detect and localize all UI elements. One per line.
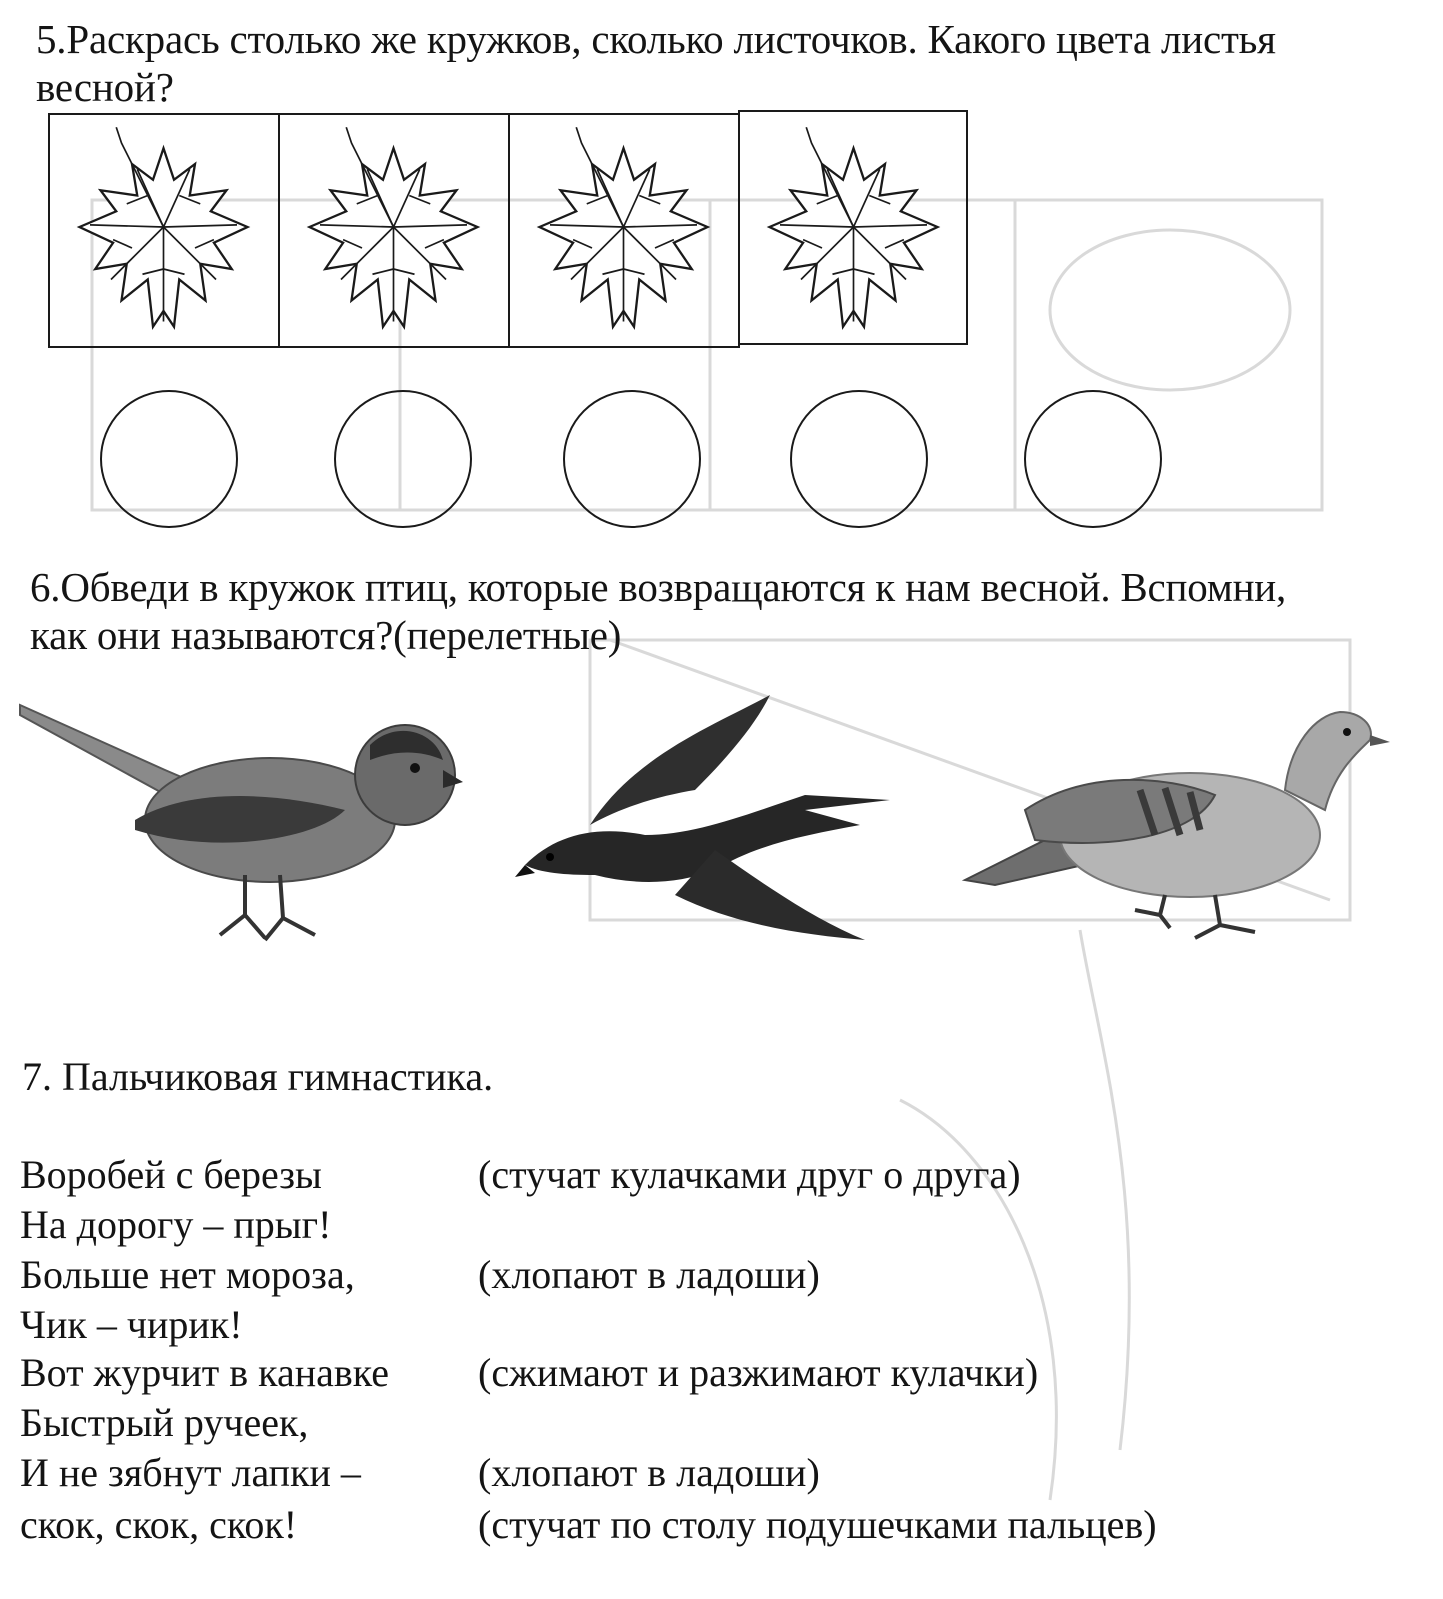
verse-line-2: На дорогу – прыг!	[20, 1202, 332, 1247]
task7-title: 7. Пальчиковая гимнастика.	[22, 1054, 494, 1099]
verse-line-7: И не зябнут лапки –	[20, 1450, 361, 1495]
color-circle-5[interactable]	[1024, 390, 1162, 528]
action-line-3: (хлопают в ладоши)	[478, 1252, 820, 1297]
verse-line-4: Чик – чирик!	[20, 1302, 243, 1347]
action-line-7: (хлопают в ладоши)	[478, 1450, 820, 1495]
maple-leaf-icon	[508, 113, 740, 343]
color-circle-2[interactable]	[334, 390, 472, 528]
verse-line-1: Воробей с березы	[20, 1152, 322, 1197]
color-circle-1[interactable]	[100, 390, 238, 528]
task6-line2: как они называются?(перелетные)	[30, 612, 622, 658]
color-circle-3[interactable]	[563, 390, 701, 528]
task6-line1: 6.Обведи в кружок птиц, которые возвращаются к нам весной. Вспомни,	[30, 564, 1287, 610]
verse-line-3: Больше нет мороза,	[20, 1252, 355, 1297]
maple-leaf-icon	[738, 113, 970, 343]
verse-line-8: скок, скок, скок!	[20, 1502, 298, 1547]
action-line-1: (стучат кулачками друг о друга)	[478, 1152, 1021, 1197]
sparrow-icon[interactable]	[15, 690, 455, 980]
task5-line1: 5.Раскрась столько же кружков, сколько листочков. Какого цвета листья	[36, 16, 1276, 62]
action-line-8: (стучат по столу подушечками пальцев)	[478, 1502, 1157, 1547]
action-line-5: (сжимают и разжимают кулачки)	[478, 1350, 1039, 1395]
swallow-icon[interactable]	[515, 685, 915, 955]
color-circle-4[interactable]	[790, 390, 928, 528]
maple-leaf-icon	[48, 113, 280, 343]
verse-line-5: Вот журчит в канавке	[20, 1350, 389, 1395]
verse-line-6: Быстрый ручеек,	[20, 1400, 309, 1445]
maple-leaf-icon	[278, 113, 510, 343]
task5-line2: весной?	[36, 64, 174, 110]
dove-icon[interactable]	[965, 700, 1395, 950]
